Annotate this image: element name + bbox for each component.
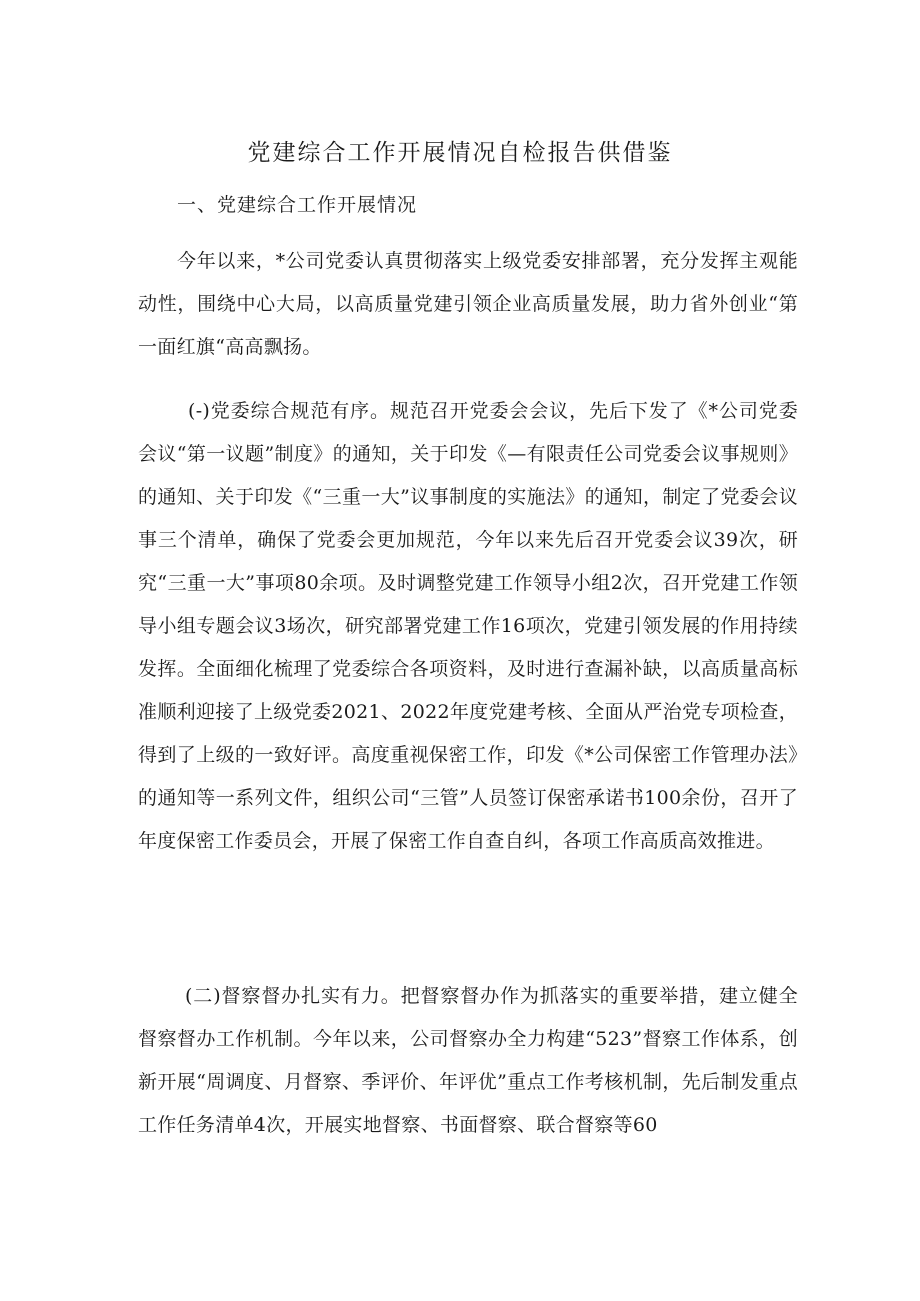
paragraph-intro: 今年以来，*公司党委认真贯彻落实上级党委安排部署，充分发挥主观能动性，围绕中心大局，以高质量党建引领企业高质量发展，助力省外创业“第一面红旗“高高飘扬。 — [138, 250, 798, 358]
section-heading: 一、党建综合工作开展情况 — [177, 194, 418, 216]
paragraph-party-committee: (-)党委综合规范有序。规范召开党委会会议，先后下发了《*公司党委会议“第一议题”制度》的通知，关于印发《—有限责任公司党委会议事规则》的通知、关于印发《“三重一大”议事制度的实施法》的通知，制定了党委会议事三个清单，确保了党委会更加规范，今年以来先后召开党委会议39次，研究“三重一大”事项80余项。及时调整党建工作领导小组2次，召开党建工作领导小组专题会议3场次，研究部署党建工作16项次，党建引领发展的作用持续发挥。全面细化梳理了党委综合各项资料，及时进行查漏补缺，以高质量高标准顺利迎接了上级党委2021、2022年度党建考核、全面从严治党专项检查，得到了上级的一致好评。高度重视保密工作，印发《*公司保密工作管理办法》的通知等一系列文件，组织公司“三管”人员签订保密承诺书100余份，召开了年度保密工作委员会，开展了保密工作自查自纠，各项工作高质高效推进。 — [138, 400, 798, 852]
paragraph-supervision: (二)督察督办扎实有力。把督察督办作为抓落实的重要举措，建立健全督察督办工作机制。今年以来，公司督察办全力构建“523”督察工作体系，创新开展“周调度、月督察、季评价、年评优”重点工作考核机制，先后制发重点工作任务清单4次，开展实地督察、书面督察、联合督察等60 — [138, 985, 798, 1136]
document-title: 党建综合工作开展情况自检报告供借鉴 — [247, 140, 673, 166]
